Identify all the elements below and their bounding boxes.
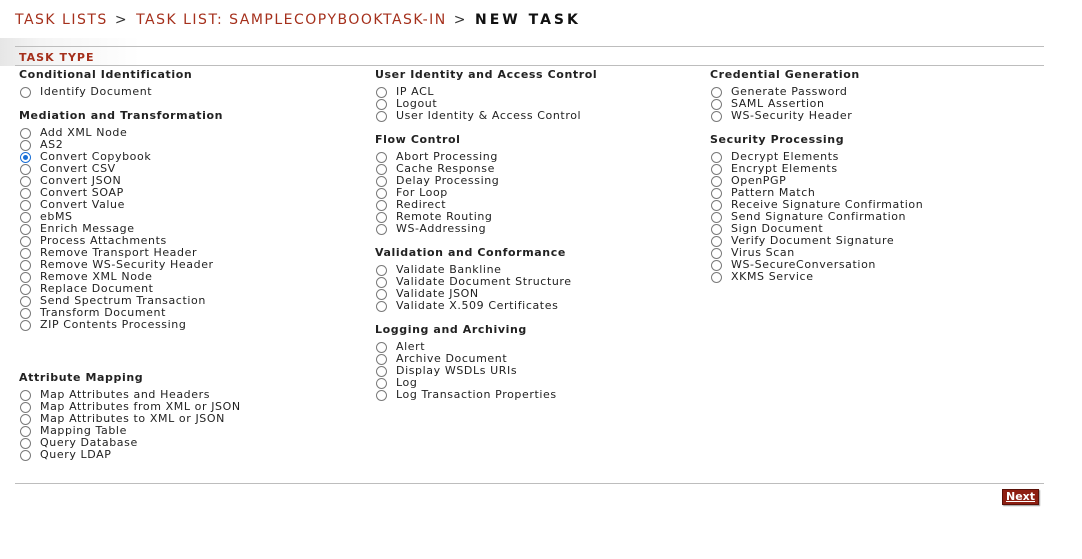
task-option-label[interactable]: Add XML Node xyxy=(40,126,128,139)
task-option-zip-contents-processing[interactable] xyxy=(19,319,241,331)
task-option-label[interactable]: Log xyxy=(396,376,418,389)
radio-unchecked-icon[interactable] xyxy=(376,111,387,122)
task-option-label[interactable]: Send Signature Confirmation xyxy=(731,210,907,223)
task-group-credential-generation xyxy=(710,68,923,122)
group-title: Logging and Archiving xyxy=(375,323,527,336)
radio-unchecked-icon[interactable] xyxy=(20,402,31,413)
radio-unchecked-icon[interactable] xyxy=(376,378,387,389)
group-title: Conditional Identification xyxy=(19,68,193,81)
radio-unchecked-icon[interactable] xyxy=(376,265,387,276)
task-option-label[interactable]: Convert CSV xyxy=(40,162,116,175)
radio-unchecked-icon[interactable] xyxy=(376,176,387,187)
radio-unchecked-icon[interactable] xyxy=(20,426,31,437)
task-option-label[interactable]: Cache Response xyxy=(396,162,495,175)
breadcrumb-separator: > xyxy=(453,12,468,28)
task-option-label[interactable]: Mapping Table xyxy=(40,424,127,437)
task-option-label[interactable]: AS2 xyxy=(40,138,64,151)
task-option-label[interactable]: Decrypt Elements xyxy=(731,150,839,163)
task-option-label[interactable]: Virus Scan xyxy=(731,246,795,259)
radio-unchecked-icon[interactable] xyxy=(376,342,387,353)
task-option-label[interactable]: WS-Addressing xyxy=(396,222,487,235)
task-option-identify-document[interactable] xyxy=(19,86,241,98)
task-column-1 xyxy=(19,68,241,472)
radio-unchecked-icon[interactable] xyxy=(711,236,722,247)
radio-unchecked-icon[interactable] xyxy=(376,289,387,300)
radio-unchecked-icon[interactable] xyxy=(376,152,387,163)
radio-unchecked-icon[interactable] xyxy=(20,296,31,307)
task-option-label[interactable]: Map Attributes from XML or JSON xyxy=(40,400,241,413)
task-option-label[interactable]: Remote Routing xyxy=(396,210,493,223)
task-option-label[interactable]: Alert xyxy=(396,340,426,353)
radio-unchecked-icon[interactable] xyxy=(20,188,31,199)
group-title: Mediation and Transformation xyxy=(19,109,224,122)
task-option-ws-addressing[interactable] xyxy=(375,223,597,235)
section-title: TASK TYPE xyxy=(19,51,95,64)
radio-unchecked-icon[interactable] xyxy=(711,212,722,223)
task-group-mediation-and-transformation xyxy=(19,109,241,331)
radio-unchecked-icon[interactable] xyxy=(20,272,31,283)
task-option-label[interactable]: WS-SecureConversation xyxy=(731,258,876,271)
radio-unchecked-icon[interactable] xyxy=(20,450,31,461)
task-option-label[interactable]: Remove WS-Security Header xyxy=(40,258,214,271)
task-option-label[interactable]: IP ACL xyxy=(396,85,435,98)
radio-unchecked-icon[interactable] xyxy=(711,176,722,187)
task-option-label[interactable]: Process Attachments xyxy=(40,234,167,247)
task-option-label[interactable]: Remove XML Node xyxy=(40,270,153,283)
divider xyxy=(15,483,1044,484)
task-option-log-transaction-properties[interactable] xyxy=(375,389,597,401)
breadcrumb xyxy=(15,12,581,32)
radio-unchecked-icon[interactable] xyxy=(376,212,387,223)
radio-unchecked-icon[interactable] xyxy=(20,164,31,175)
radio-unchecked-icon[interactable] xyxy=(20,224,31,235)
radio-unchecked-icon[interactable] xyxy=(376,188,387,199)
radio-unchecked-icon[interactable] xyxy=(711,164,722,175)
radio-unchecked-icon[interactable] xyxy=(20,128,31,139)
radio-unchecked-icon[interactable] xyxy=(711,188,722,199)
radio-unchecked-icon[interactable] xyxy=(20,140,31,151)
group-title: Attribute Mapping xyxy=(19,371,144,384)
task-option-label[interactable]: Delay Processing xyxy=(396,174,500,187)
task-option-label[interactable]: Encrypt Elements xyxy=(731,162,838,175)
radio-unchecked-icon[interactable] xyxy=(376,390,387,401)
task-option-xkms-service[interactable] xyxy=(710,271,923,283)
task-option-label[interactable]: Enrich Message xyxy=(40,222,135,235)
task-group-attribute-mapping xyxy=(19,371,241,461)
radio-unchecked-icon[interactable] xyxy=(20,438,31,449)
task-option-label[interactable]: Transform Document xyxy=(40,306,166,319)
task-option-label[interactable]: User Identity & Access Control xyxy=(396,109,582,122)
task-option-label[interactable]: ZIP Contents Processing xyxy=(40,318,187,331)
task-option-label[interactable]: For Loop xyxy=(396,186,448,199)
radio-unchecked-icon[interactable] xyxy=(20,260,31,271)
task-option-label[interactable]: OpenPGP xyxy=(731,174,787,187)
divider xyxy=(15,65,1044,66)
group-title: User Identity and Access Control xyxy=(375,68,598,81)
task-option-label[interactable]: Send Spectrum Transaction xyxy=(40,294,206,307)
task-option-query-ldap[interactable] xyxy=(19,449,241,461)
task-option-label[interactable]: Verify Document Signature xyxy=(731,234,895,247)
task-option-label[interactable]: Generate Password xyxy=(731,85,848,98)
radio-unchecked-icon[interactable] xyxy=(20,212,31,223)
radio-unchecked-icon[interactable] xyxy=(20,87,31,98)
task-option-label[interactable]: Validate X.509 Certificates xyxy=(396,299,559,312)
radio-unchecked-icon[interactable] xyxy=(20,248,31,259)
group-title: Validation and Conformance xyxy=(375,246,566,259)
task-option-user-identity-access-control[interactable] xyxy=(375,110,597,122)
task-group-validation-and-conformance xyxy=(375,246,597,312)
radio-unchecked-icon[interactable] xyxy=(711,272,722,283)
task-option-label[interactable]: Redirect xyxy=(396,198,447,211)
task-column-3 xyxy=(710,68,923,294)
radio-unchecked-icon[interactable] xyxy=(376,354,387,365)
radio-unchecked-icon[interactable] xyxy=(711,152,722,163)
radio-unchecked-icon[interactable] xyxy=(376,164,387,175)
task-group-flow-control xyxy=(375,133,597,235)
radio-unchecked-icon[interactable] xyxy=(376,277,387,288)
task-group-logging-and-archiving xyxy=(375,323,597,401)
task-option-label[interactable]: Archive Document xyxy=(396,352,508,365)
task-group-user-identity-and-access-control xyxy=(375,68,597,122)
radio-unchecked-icon[interactable] xyxy=(711,111,722,122)
task-option-label[interactable]: Query LDAP xyxy=(40,448,112,461)
breadcrumb-separator: > xyxy=(114,12,129,28)
section-header-band xyxy=(0,38,1044,66)
radio-unchecked-icon[interactable] xyxy=(376,301,387,312)
radio-unchecked-icon[interactable] xyxy=(20,308,31,319)
breadcrumb-task-list-link[interactable]: TASK LIST: SAMPLECOPYBOOKTASK-IN xyxy=(136,12,447,28)
task-column-2 xyxy=(375,68,597,412)
radio-unchecked-icon[interactable] xyxy=(376,200,387,211)
radio-unchecked-icon[interactable] xyxy=(20,390,31,401)
task-option-label[interactable]: XKMS Service xyxy=(731,270,814,283)
group-title: Security Processing xyxy=(710,133,845,146)
task-option-label[interactable]: Map Attributes to XML or JSON xyxy=(40,412,225,425)
task-option-label[interactable]: ebMS xyxy=(40,210,73,223)
task-option-label[interactable]: Convert JSON xyxy=(40,174,122,187)
radio-unchecked-icon[interactable] xyxy=(376,224,387,235)
radio-unchecked-icon[interactable] xyxy=(20,284,31,295)
task-option-label[interactable]: Sign Document xyxy=(731,222,824,235)
task-group-conditional-identification xyxy=(19,68,241,98)
radio-unchecked-icon[interactable] xyxy=(376,99,387,110)
task-option-label[interactable]: Convert Value xyxy=(40,198,125,211)
task-option-label[interactable]: Replace Document xyxy=(40,282,154,295)
task-option-label[interactable]: Receive Signature Confirmation xyxy=(731,198,924,211)
task-option-label[interactable]: Display WSDLs URIs xyxy=(396,364,518,377)
radio-unchecked-icon[interactable] xyxy=(376,366,387,377)
breadcrumb-current-page: NEW TASK xyxy=(475,12,581,28)
radio-unchecked-icon[interactable] xyxy=(711,260,722,271)
task-option-label[interactable]: WS-Security Header xyxy=(731,109,853,122)
task-option-label[interactable]: Query Database xyxy=(40,436,138,449)
task-option-label[interactable]: Convert Copybook xyxy=(40,150,152,163)
task-option-label[interactable]: Logout xyxy=(396,97,438,110)
task-option-label[interactable]: Validate JSON xyxy=(396,287,479,300)
breadcrumb-task-lists-link[interactable]: TASK LISTS xyxy=(15,12,108,28)
radio-unchecked-icon[interactable] xyxy=(711,224,722,235)
radio-unchecked-icon[interactable] xyxy=(20,236,31,247)
task-option-label[interactable]: Log Transaction Properties xyxy=(396,388,557,401)
task-option-label[interactable]: Identify Document xyxy=(40,85,153,98)
radio-unchecked-icon[interactable] xyxy=(20,176,31,187)
group-title: Credential Generation xyxy=(710,68,860,81)
task-option-label[interactable]: Abort Processing xyxy=(396,150,498,163)
task-option-ws-security-header[interactable] xyxy=(710,110,923,122)
radio-unchecked-icon[interactable] xyxy=(20,414,31,425)
radio-unchecked-icon[interactable] xyxy=(711,248,722,259)
task-option-label[interactable]: Validate Bankline xyxy=(396,263,502,276)
radio-unchecked-icon[interactable] xyxy=(711,200,722,211)
radio-unchecked-icon[interactable] xyxy=(711,87,722,98)
task-option-label[interactable]: Remove Transport Header xyxy=(40,246,198,259)
radio-unchecked-icon[interactable] xyxy=(711,99,722,110)
task-option-label[interactable]: SAML Assertion xyxy=(731,97,825,110)
radio-checked-icon[interactable] xyxy=(20,152,31,163)
task-option-label[interactable]: Convert SOAP xyxy=(40,186,124,199)
next-button[interactable]: Next xyxy=(1002,489,1039,505)
task-option-label[interactable]: Pattern Match xyxy=(731,186,816,199)
task-option-label[interactable]: Map Attributes and Headers xyxy=(40,388,211,401)
divider xyxy=(15,46,1044,47)
radio-unchecked-icon[interactable] xyxy=(376,87,387,98)
task-group-security-processing xyxy=(710,133,923,283)
group-title: Flow Control xyxy=(375,133,461,146)
radio-unchecked-icon[interactable] xyxy=(20,320,31,331)
radio-unchecked-icon[interactable] xyxy=(20,200,31,211)
task-option-label[interactable]: Validate Document Structure xyxy=(396,275,572,288)
task-option-validate-x-509-certificates[interactable] xyxy=(375,300,597,312)
